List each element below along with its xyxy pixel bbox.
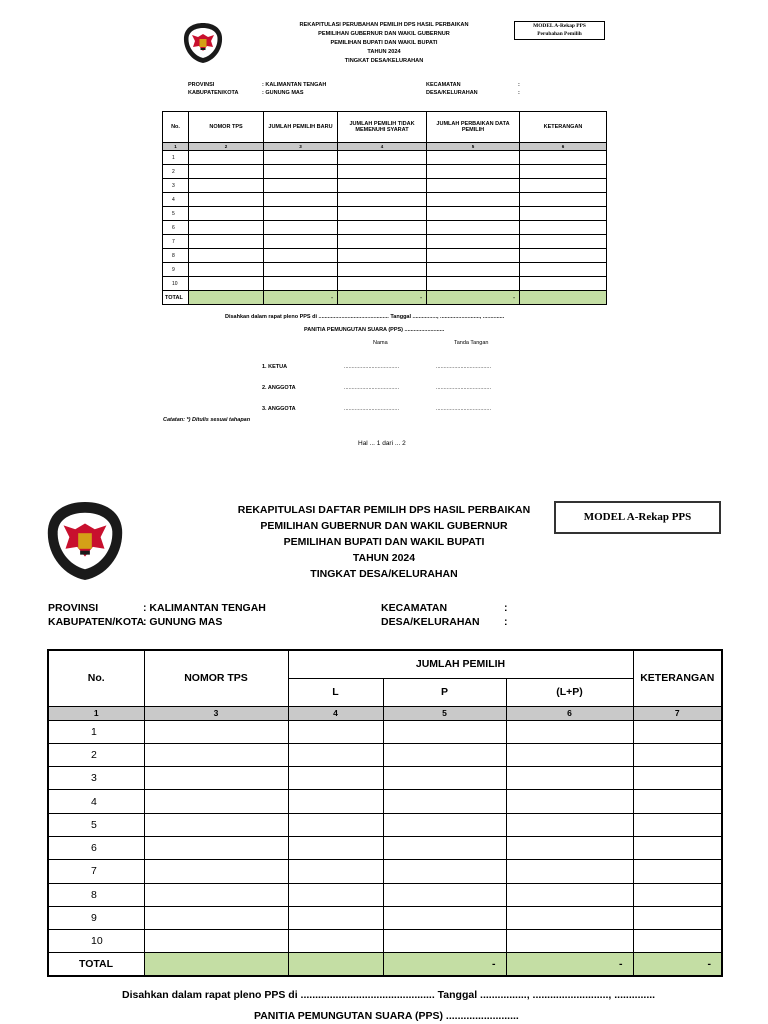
header-tidak-memenuhi-syarat: JUMLAH PEMILIH TIDAK MEMENUHI SYARAT [338,112,427,143]
signer-role: 3. ANGGOTA [262,406,296,412]
cell[interactable] [144,930,288,953]
cell[interactable] [338,207,427,221]
row-number: 3 [163,179,189,193]
kpu-emblem-icon [46,500,124,582]
row-number: 5 [163,207,189,221]
cell[interactable] [144,743,288,766]
row-number: 1 [48,720,144,743]
rekap-table [47,649,723,977]
desa-label: DESA/KELURAHAN [381,616,480,628]
table-row [163,193,607,207]
signer-name-line: .................................... [344,406,400,412]
cell[interactable] [338,263,427,277]
kpu-logo [183,22,223,64]
total-cell [288,953,383,976]
note-text: Catatan: *) Ditulis sesuai tahapan [163,417,251,423]
cell[interactable] [633,860,722,883]
report-title-line: PEMILIHAN BUPATI DAN WAKIL BUPATI [283,536,485,548]
cell[interactable] [288,860,383,883]
report-title-line: PEMILIHAN GUBERNUR DAN WAKIL GUBERNUR [318,31,450,37]
cell[interactable] [506,813,633,836]
cell[interactable] [189,151,264,165]
cell[interactable] [383,930,506,953]
row-number: 7 [48,860,144,883]
cell[interactable] [144,906,288,929]
column-index: 6 [506,706,633,720]
header-nomor-tps: NOMOR TPS [189,112,264,143]
committee-label: PANITIA PEMUNGUTAN SUARA (PPS) .......................... [304,327,445,333]
total-cell [189,291,264,305]
table-row [48,883,722,906]
column-index: 3 [264,143,338,151]
provinsi-value: : KALIMANTAN TENGAH [143,602,266,614]
cell[interactable] [383,790,506,813]
cell[interactable] [264,179,338,193]
cell[interactable] [383,720,506,743]
signer-sign-line: .................................... [436,385,492,391]
column-index: 3 [144,706,288,720]
cell[interactable] [383,836,506,859]
column-index: 5 [427,143,520,151]
header-total-lp: (L+P) [506,678,633,706]
cell[interactable] [427,179,520,193]
report-title-line: TAHUN 2024 [367,49,401,55]
cell[interactable] [189,165,264,179]
column-index: 6 [520,143,607,151]
cell[interactable] [288,813,383,836]
cell[interactable] [427,221,520,235]
tanda-tangan-column-label: Tanda Tangan [454,340,489,346]
kabupaten-value: : GUNUNG MAS [262,90,304,96]
report-title-line: REKAPITULASI PERUBAHAN PEMILIH DPS HASIL PERBAIKAN [299,22,469,28]
column-index: 4 [288,706,383,720]
cell[interactable] [520,207,607,221]
provinsi-label: PROVINSI [188,82,215,88]
total-value: - [338,291,427,305]
total-value: - [264,291,338,305]
cell[interactable] [189,277,264,291]
cell[interactable] [264,263,338,277]
cell[interactable] [633,930,722,953]
column-index: 2 [189,143,264,151]
cell[interactable] [288,930,383,953]
approval-text: Disahkan dalam rapat pleno PPS di .............................................. Tanggal ................, .........................., .............. [122,989,656,1001]
row-number: 3 [48,767,144,790]
model-box: MODEL A-Rekap PPS [554,501,721,534]
cell[interactable] [288,767,383,790]
cell[interactable] [189,263,264,277]
column-index: 1 [48,706,144,720]
row-number: 10 [48,930,144,953]
table-row [163,235,607,249]
cell[interactable] [264,165,338,179]
cell[interactable] [264,277,338,291]
cell[interactable] [264,193,338,207]
table-row [163,179,607,193]
signer-sign-line: .................................... [436,406,492,412]
table-row [163,277,607,291]
total-row [48,953,722,976]
total-label: TOTAL [163,291,189,305]
provinsi-value: : KALIMANTAN TENGAH [262,82,327,88]
kabupaten-label: KABUPATEN/KOTA [188,90,239,96]
cell[interactable] [520,179,607,193]
row-number: 8 [163,249,189,263]
cell[interactable] [264,151,338,165]
cell[interactable] [144,790,288,813]
cell[interactable] [520,235,607,249]
cell[interactable] [264,249,338,263]
column-index: 7 [633,706,722,720]
total-cell [520,291,607,305]
cell[interactable] [383,813,506,836]
total-value: - [427,291,520,305]
kecamatan-label: KECAMATAN [381,602,448,614]
table-row [48,813,722,836]
table-row [163,249,607,263]
report-title-line: TINGKAT DESA/KELURAHAN [344,58,424,64]
cell[interactable] [633,790,722,813]
cell[interactable] [633,767,722,790]
cell[interactable] [383,767,506,790]
header-nomor-tps: NOMOR TPS [144,650,288,706]
kabupaten-label: KABUPATEN/KOTA [48,616,145,628]
report-title-line: TAHUN 2024 [352,552,416,564]
kpu-logo [46,500,124,582]
row-number: 8 [48,883,144,906]
cell[interactable] [338,193,427,207]
row-number: 9 [48,906,144,929]
cell[interactable] [633,836,722,859]
cell[interactable] [520,221,607,235]
cell[interactable] [288,743,383,766]
row-number: 6 [48,836,144,859]
table-row [163,263,607,277]
cell[interactable] [288,836,383,859]
cell[interactable] [288,883,383,906]
nama-column-label: Nama [373,340,388,346]
total-label: TOTAL [48,953,144,976]
table-row [48,860,722,883]
cell[interactable] [288,790,383,813]
signer-sign-line: .................................... [436,364,492,370]
rekap-table [162,111,607,305]
cell[interactable] [520,263,607,277]
table-row [48,720,722,743]
cell[interactable] [338,165,427,179]
table-row [163,221,607,235]
cell[interactable] [506,906,633,929]
header-no: No. [163,112,189,143]
cell[interactable] [264,207,338,221]
row-number: 4 [163,193,189,207]
cell[interactable] [189,207,264,221]
cell[interactable] [427,193,520,207]
table-row [163,151,607,165]
header-perbaikan-data: JUMLAH PERBAIKAN DATA PEMILIH [427,112,520,143]
desa-label: DESA/KELURAHAN [426,90,478,96]
row-number: 6 [163,221,189,235]
row-number: 7 [163,235,189,249]
cell[interactable] [506,790,633,813]
cell[interactable] [189,179,264,193]
cell[interactable] [520,151,607,165]
cell[interactable] [288,720,383,743]
cell[interactable] [144,720,288,743]
row-number: 1 [163,151,189,165]
cell[interactable] [506,767,633,790]
header-pemilih-baru: JUMLAH PEMILIH BARU [264,112,338,143]
cell[interactable] [338,235,427,249]
cell[interactable] [338,151,427,165]
row-number: 10 [163,277,189,291]
column-index: 5 [383,706,506,720]
cell[interactable] [506,836,633,859]
cell[interactable] [427,235,520,249]
kabupaten-value: : GUNUNG MAS [143,616,223,628]
row-number: 4 [48,790,144,813]
model-code: MODEL A-Rekap PPS [533,23,586,29]
cell[interactable] [427,277,520,291]
cell[interactable] [144,860,288,883]
cell[interactable] [338,277,427,291]
table-row [163,165,607,179]
cell[interactable] [338,249,427,263]
cell[interactable] [506,743,633,766]
approval-text: Disahkan dalam rapat pleno PPS di .............................................. Tanggal ................, .........................., .............. [225,314,505,320]
desa-value: : [518,90,520,96]
cell[interactable] [520,249,607,263]
cell[interactable] [144,836,288,859]
total-value: - [506,953,633,976]
cell[interactable] [338,179,427,193]
cell[interactable] [427,263,520,277]
cell[interactable] [383,906,506,929]
desa-value: : [504,616,508,628]
cell[interactable] [189,249,264,263]
committee-label: PANITIA PEMUNGUTAN SUARA (PPS) ......................... [254,1010,519,1022]
kecamatan-value: : [504,602,508,614]
model-box [514,21,605,40]
report-title-line: PEMILIHAN BUPATI DAN WAKIL BUPATI [330,40,438,46]
cell[interactable] [383,743,506,766]
provinsi-label: PROVINSI [48,602,99,614]
cell[interactable] [427,249,520,263]
cell[interactable] [189,193,264,207]
kecamatan-value: : [518,82,520,88]
total-value: - [383,953,506,976]
header-keterangan: KETERANGAN [520,112,607,143]
report-title-line: REKAPITULASI DAFTAR PEMILIH DPS HASIL PERBAIKAN [237,504,531,516]
cell[interactable] [633,813,722,836]
cell[interactable] [633,720,722,743]
cell[interactable] [506,720,633,743]
cell[interactable] [288,906,383,929]
model-subtitle: Perubahan Pemilih [537,30,582,37]
cell[interactable] [383,883,506,906]
header-jumlah-pemilih: JUMLAH PEMILIH [288,650,633,678]
table-row [48,930,722,953]
cell[interactable] [520,277,607,291]
table-row [163,207,607,221]
cell[interactable] [144,813,288,836]
cell[interactable] [338,221,427,235]
header-keterangan: KETERANGAN [633,650,722,706]
table-row [48,906,722,929]
table-row [48,743,722,766]
header-no: No. [48,650,144,706]
row-number: 9 [163,263,189,277]
row-number: 2 [163,165,189,179]
column-index: 1 [163,143,189,151]
cell[interactable] [520,193,607,207]
signer-role: 2. ANGGOTA [262,385,296,391]
table-row [48,767,722,790]
cell[interactable] [506,883,633,906]
row-number: 2 [48,743,144,766]
signer-name-line: .................................... [344,385,400,391]
cell[interactable] [427,207,520,221]
total-row [163,291,607,305]
cell[interactable] [633,883,722,906]
signer-name-line: .................................... [344,364,400,370]
table-row [48,836,722,859]
column-index: 4 [338,143,427,151]
header-perempuan: P [383,678,506,706]
report-title-line: TINGKAT DESA/KELURAHAN [310,568,458,580]
cell[interactable] [427,151,520,165]
cell[interactable] [144,883,288,906]
cell[interactable] [144,767,288,790]
signer-role: 1. KETUA [262,364,288,370]
table-row [48,790,722,813]
cell[interactable] [264,221,338,235]
cell[interactable] [633,743,722,766]
total-value: - [633,953,722,976]
cell[interactable] [383,860,506,883]
kecamatan-label: KECAMATAN [426,82,461,88]
kpu-emblem-icon [183,22,223,64]
cell[interactable] [633,906,722,929]
row-number: 5 [48,813,144,836]
page-number: Hal ... 1 dari ... 2 [358,440,406,447]
cell[interactable] [520,165,607,179]
cell[interactable] [427,165,520,179]
cell[interactable] [264,235,338,249]
cell[interactable] [189,221,264,235]
total-cell [144,953,288,976]
report-title-line: PEMILIHAN GUBERNUR DAN WAKIL GUBERNUR [260,520,508,532]
cell[interactable] [506,860,633,883]
cell[interactable] [506,930,633,953]
cell[interactable] [189,235,264,249]
header-laki-laki: L [288,678,383,706]
